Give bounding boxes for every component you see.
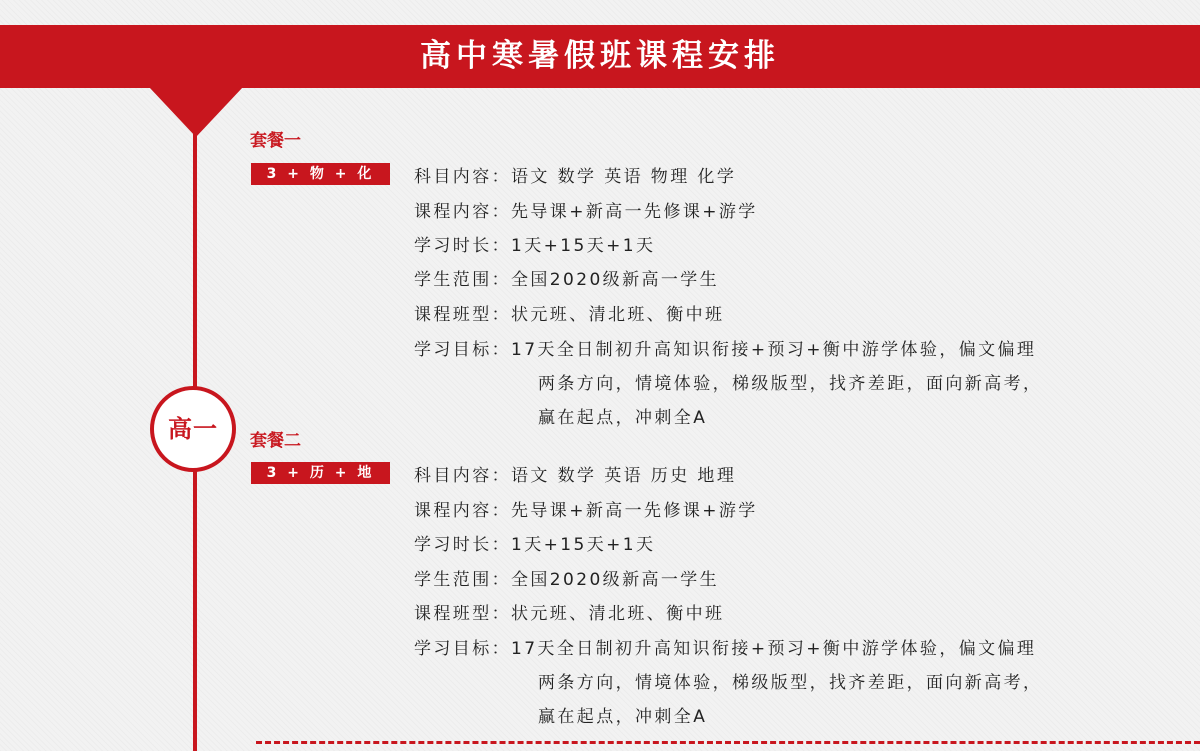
package-1-goal-line-3: 赢在起点，冲刺全A <box>538 408 708 428</box>
package-2-student-scope: 学生范围：全国2020级新高一学生 <box>414 570 720 590</box>
package-1-student-scope: 学生范围：全国2020级新高一学生 <box>414 270 720 290</box>
package-1-subjects: 科目内容：语文 数学 英语 物理 化学 <box>414 167 737 187</box>
package-1-badge: 3 + 物 + 化 <box>251 163 390 185</box>
package-2-course-content: 课程内容：先导课+新高一先修课+游学 <box>414 501 758 521</box>
package-1-course-content: 课程内容：先导课+新高一先修课+游学 <box>414 202 758 222</box>
package-2-duration: 学习时长：1天+15天+1天 <box>414 535 656 555</box>
grade-label: 高一 <box>168 415 218 443</box>
package-2-subjects: 科目内容：语文 数学 英语 历史 地理 <box>414 466 737 486</box>
package-1-goal-line-2: 两条方向，情境体验，梯级版型，找齐差距，面向新高考， <box>538 374 1043 394</box>
package-2-goal: 学习目标：17天全日制初升高知识衔接+预习+衡中游学体验，偏文偏理 <box>414 639 1037 659</box>
section-divider <box>256 741 1200 744</box>
page-title: 高中寒暑假班课程安排 <box>420 38 780 74</box>
package-1-title: 套餐一 <box>250 131 301 151</box>
package-1-class-type: 课程班型：状元班、清北班、衡中班 <box>414 305 725 325</box>
package-1-duration: 学习时长：1天+15天+1天 <box>414 236 656 256</box>
package-2-title: 套餐二 <box>250 431 301 451</box>
package-2-goal-line-2: 两条方向，情境体验，梯级版型，找齐差距，面向新高考， <box>538 673 1043 693</box>
package-1-goal: 学习目标：17天全日制初升高知识衔接+预习+衡中游学体验，偏文偏理 <box>414 340 1037 360</box>
package-2-class-type: 课程班型：状元班、清北班、衡中班 <box>414 604 725 624</box>
package-2-goal-line-3: 赢在起点，冲刺全A <box>538 707 708 727</box>
package-2-badge: 3 + 历 + 地 <box>251 462 390 484</box>
